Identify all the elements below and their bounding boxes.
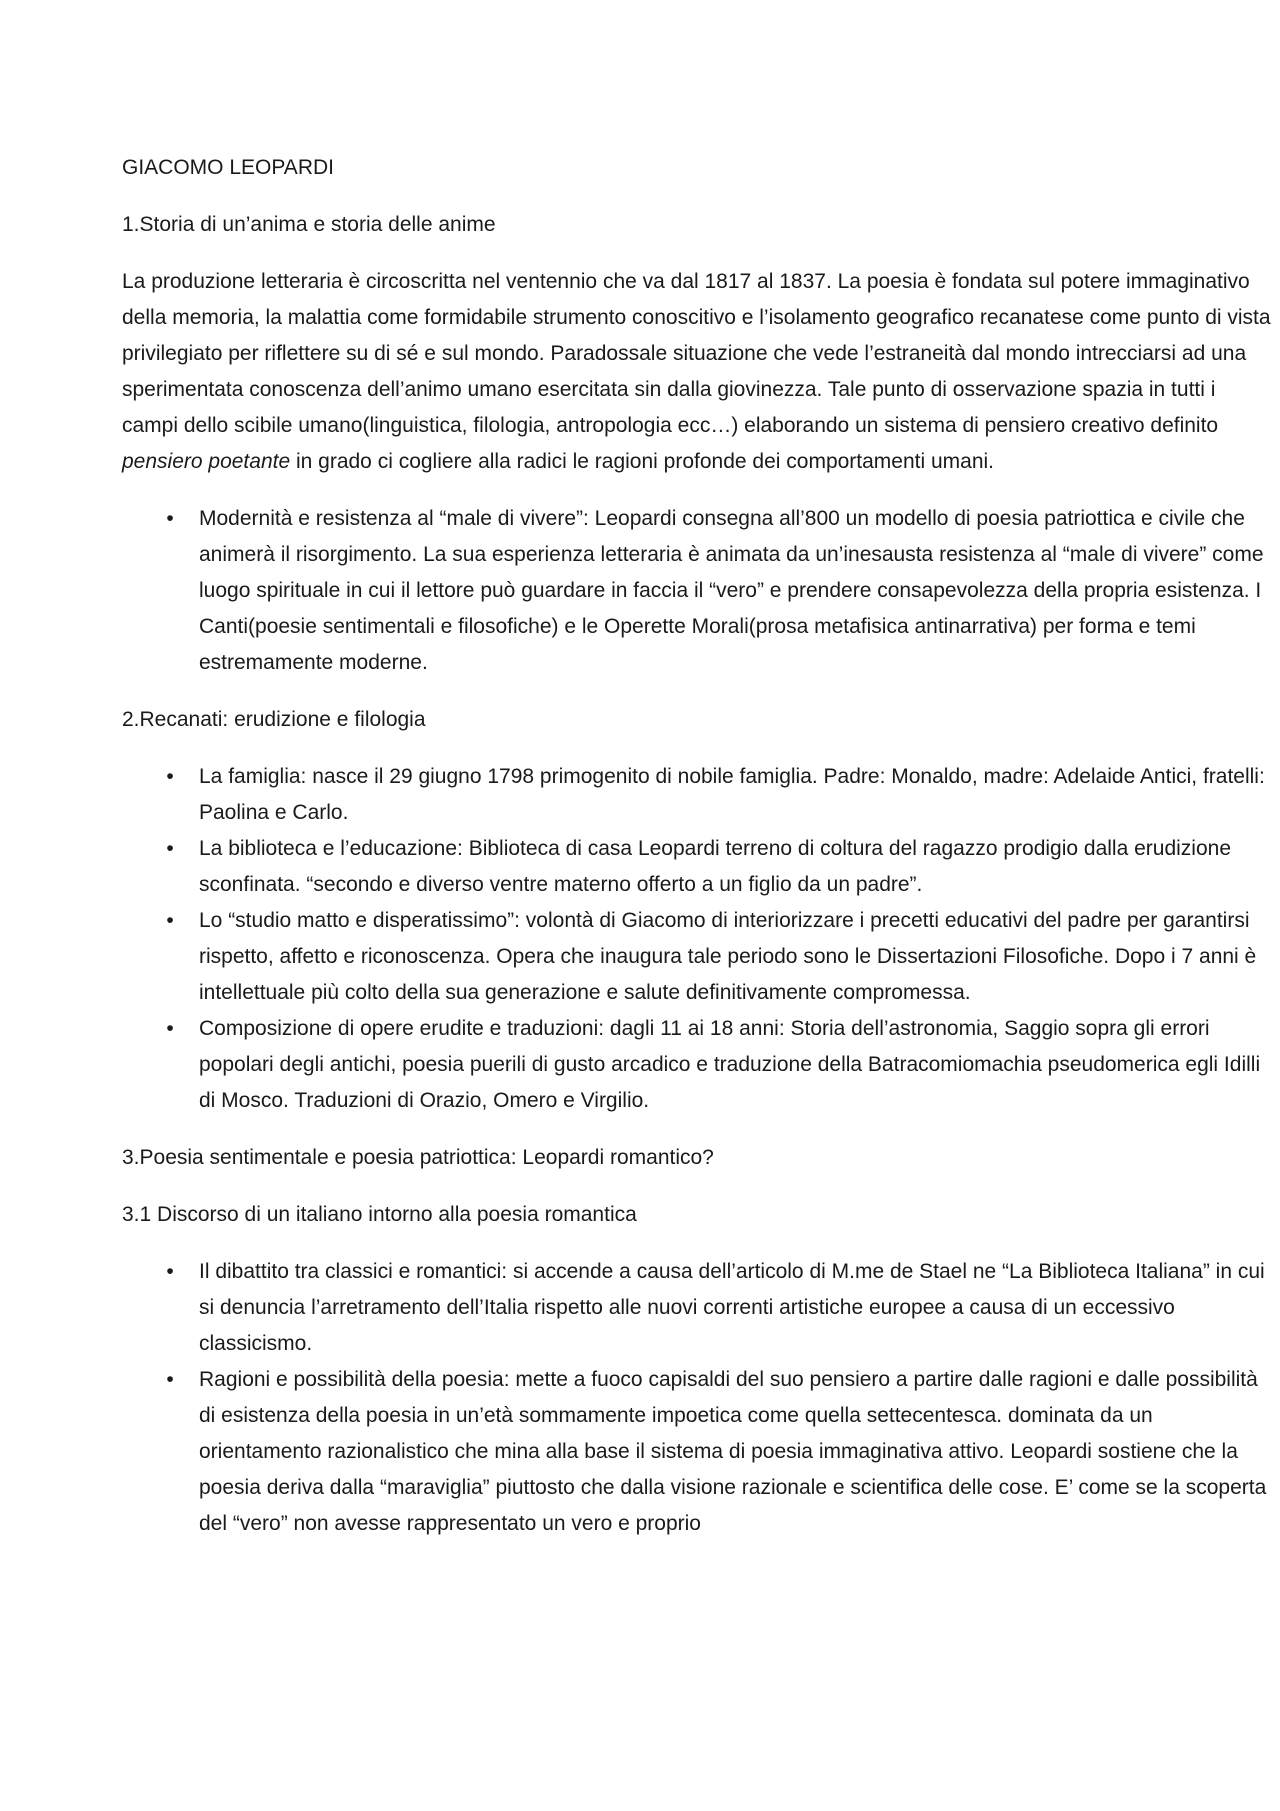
section-1-paragraph bbox=[122, 264, 1272, 480]
list-item-text: Ragioni e possibilità della poesia: mette a fuoco capisaldi del suo pensiero a partire dalle ragioni e dalle possibilità di esistenza della poesia in un’età sommamente impoetica come quella settecentesca. dominata da un orientamento razionalistico che mina alla base il sistema di poesia immaginativa attivo. Leopardi sostiene che la poesia deriva dalla “maraviglia” piuttosto che dalla visione razionale e scientifica delle cose. E’ come se la scoperta del “vero” non avesse rappresentato un vero e proprio bbox=[199, 1368, 1267, 1535]
paragraph-text: La produzione letteraria è circoscritta nel ventennio che va dal 1817 al 1837. La poesia è fondata sul potere immaginativo della memoria, la malattia come formidabile strumento conoscitivo e l’isolamento geografico recanatese come punto di vista privilegiato per riflettere su di sé e sul mondo. Paradossale situazione che vede l’estraneità dal mondo intrecciarsi ad una sperimentata conoscenza dell’animo umano esercitata sin dalla giovinezza. Tale punto di osservazione spazia in tutti i campi dello scibile umano(linguistica, filologia, antropologia ecc…) elaborando un sistema di pensiero creativo definito bbox=[122, 270, 1271, 437]
list-item bbox=[122, 1011, 1272, 1119]
list-item-text: Lo “studio matto e disperatissimo”: volontà di Giacomo di interiorizzare i precetti educativi del padre per garantirsi rispetto, affetto e riconoscenza. Opera che inaugura tale periodo sono le Dissertazioni Filosofiche. Dopo i 7 anni è intellettuale più colto della sua generazione e salute definitivamente compromessa. bbox=[199, 909, 1257, 1004]
bullet-icon: • bbox=[166, 1368, 174, 1391]
list-item bbox=[122, 1254, 1272, 1362]
list-item-text: La biblioteca e l’educazione: Biblioteca di casa Leopardi terreno di coltura del ragazzo prodigio dalla erudizione sconfinata. “secondo e diverso ventre materno offerto a un figlio da un padre”. bbox=[199, 837, 1231, 896]
list-item-text: La famiglia: nasce il 29 giugno 1798 primogenito di nobile famiglia. Padre: Monaldo, madre: Adelaide Antici, fratelli: Paolina e Carlo. bbox=[199, 765, 1265, 824]
section-2-bullet-list bbox=[122, 759, 1272, 1119]
bullet-icon: • bbox=[166, 1017, 174, 1040]
list-item-text: Modernità e resistenza al “male di vivere”: Leopardi consegna all’800 un modello di poesia patriottica e civile che animerà il risorgimento. La sua esperienza letteraria è animata da un’inesausta resistenza al “male di vivere” come luogo spirituale in cui il lettore può guardare in faccia il “vero” e prendere consapevolezza della propria esistenza. I Canti(poesie sentimentali e filosofiche) e le Operette Morali(prosa metafisica antinarrativa) per forma e temi estremamente moderne. bbox=[199, 507, 1264, 674]
section-2-heading: 2.Recanati: erudizione e filologia bbox=[122, 708, 426, 731]
list-item bbox=[122, 759, 1272, 831]
section-1-bullet-list bbox=[122, 501, 1272, 681]
list-item bbox=[122, 831, 1272, 903]
list-item-text: Composizione di opere erudite e traduzioni: dagli 11 ai 18 anni: Storia dell’astronomia, Saggio sopra gli errori popolari degli antichi, poesia puerili di gusto arcadico e traduzione della Batracomiomachia pseudomerica egli Idilli di Mosco. Traduzioni di Orazio, Omero e Virgilio. bbox=[199, 1017, 1261, 1112]
document-body bbox=[122, 150, 1272, 1563]
section-1-heading: 1.Storia di un’anima e storia delle anime bbox=[122, 213, 496, 236]
section-3-heading: 3.Poesia sentimentale e poesia patriottica: Leopardi romantico? bbox=[122, 1146, 714, 1169]
list-item-text: Il dibattito tra classici e romantici: si accende a causa dell’articolo di M.me de Stael ne “La Biblioteca Italiana” in cui si denuncia l’arretramento dell’Italia rispetto alle nuovi correnti artistiche europee a causa di un eccessivo classicismo. bbox=[199, 1260, 1265, 1355]
bullet-icon: • bbox=[166, 837, 174, 860]
bullet-icon: • bbox=[166, 909, 174, 932]
document-title: GIACOMO LEOPARDI bbox=[122, 156, 334, 179]
paragraph-italic-term: pensiero poetante bbox=[122, 450, 291, 473]
section-3-1-heading: 3.1 Discorso di un italiano intorno alla poesia romantica bbox=[122, 1203, 637, 1226]
bullet-icon: • bbox=[166, 507, 174, 530]
section-3-1-bullet-list bbox=[122, 1254, 1272, 1542]
list-item bbox=[122, 903, 1272, 1011]
list-item bbox=[122, 1362, 1272, 1542]
bullet-icon: • bbox=[166, 1260, 174, 1283]
bullet-icon: • bbox=[166, 765, 174, 788]
paragraph-text: in grado ci cogliere alla radici le ragioni profonde dei comportamenti umani. bbox=[290, 450, 995, 473]
list-item bbox=[122, 501, 1272, 681]
